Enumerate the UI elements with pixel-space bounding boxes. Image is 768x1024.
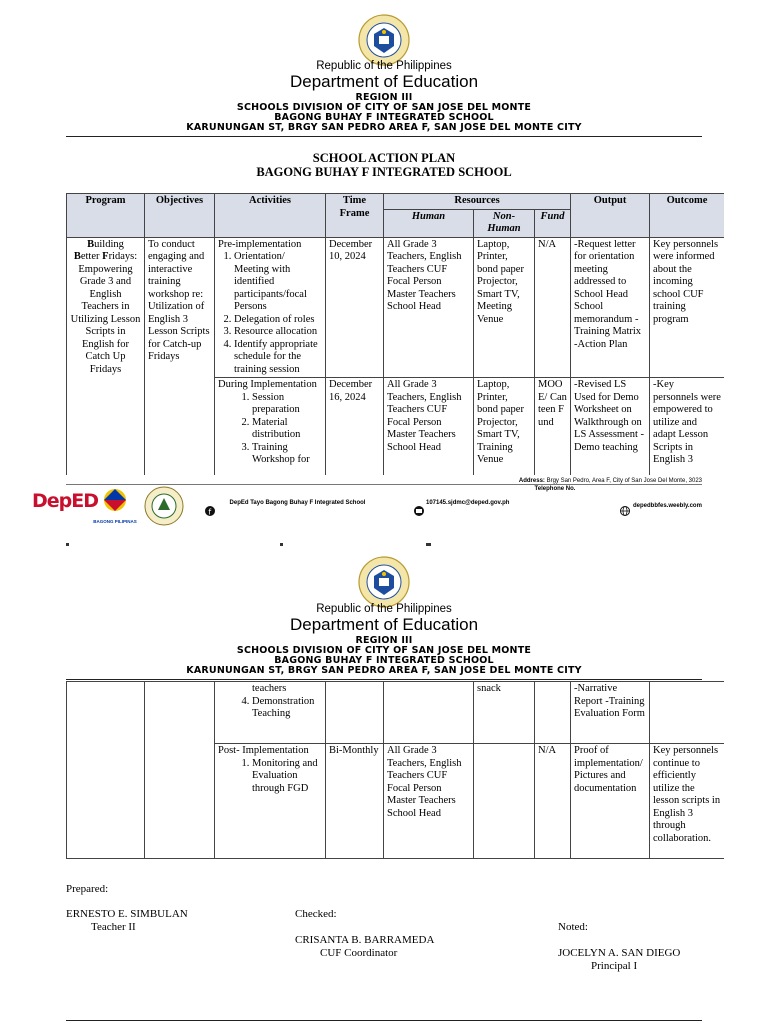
cell-fund-2: MOOE/ Canteen Fund bbox=[535, 378, 571, 476]
header-resources: Resources bbox=[384, 194, 571, 210]
cell-fund-cont bbox=[535, 682, 571, 744]
division-line: SCHOOLS DIVISION OF CITY OF SAN JOSE DEL MONTE bbox=[236, 645, 532, 656]
school-line: BAGONG BUHAY F INTEGRATED SCHOOL bbox=[274, 655, 494, 666]
department-name: Department of Education bbox=[289, 615, 479, 634]
footer-rule bbox=[66, 484, 702, 485]
cell-outcome-1: Key personnels were informed about the incoming school CUF training program bbox=[650, 237, 724, 378]
school-line: BAGONG BUHAY F INTEGRATED SCHOOL bbox=[274, 112, 494, 123]
cell-activities-during: During Implementation 1. Session preparation 2. Material distribution 3. Training Workshop for bbox=[215, 378, 326, 476]
republic-line: Republic of the Philippines bbox=[316, 603, 452, 615]
checked-title: CUF Coordinator bbox=[320, 947, 398, 959]
page-break-mark bbox=[66, 543, 69, 546]
cell-time-3: Bi-Monthly bbox=[326, 744, 384, 859]
cell-outcome-cont bbox=[650, 682, 725, 744]
activity-item: 1. Orientation/ Meeting with identified participants/focal Persons bbox=[234, 251, 322, 314]
header-program: Program bbox=[67, 194, 145, 238]
cell-nonhuman-3 bbox=[474, 744, 535, 859]
deped-seal bbox=[358, 14, 410, 66]
republic-line: Republic of the Philippines bbox=[316, 60, 452, 72]
cell-objectives-cont bbox=[145, 682, 215, 859]
noted-label: Noted: bbox=[558, 921, 588, 933]
footer-email[interactable]: 107145.sjdmc@deped.gov.ph bbox=[426, 500, 510, 506]
doc-subtitle: BAGONG BUHAY F INTEGRATED SCHOOL bbox=[256, 165, 512, 179]
activity-item: 2. Delegation of roles bbox=[234, 314, 322, 327]
cell-time-cont bbox=[326, 682, 384, 744]
cell-output-3: Proof of implementation/ Pictures and documentation bbox=[571, 744, 650, 859]
noted-title: Principal I bbox=[591, 960, 638, 972]
cell-time-2: December 16, 2024 bbox=[326, 378, 384, 476]
cell-activities-cont: teachers 4. Demonstration Teaching bbox=[215, 682, 326, 744]
cell-human-2: All Grade 3 Teachers, English Teachers CUF Focal Person Master Teachers School Head bbox=[384, 378, 474, 476]
department-name: Department of Education bbox=[289, 72, 479, 91]
cell-human-1: All Grade 3 Teachers, English Teachers CUF Focal Person Master Teachers School Head bbox=[384, 237, 474, 378]
header-activities: Activities bbox=[215, 194, 326, 238]
cell-time-1: December 10, 2024 bbox=[326, 237, 384, 378]
checked-name: CRISANTA B. BARRAMEDA bbox=[295, 934, 435, 946]
bagong-pilipinas-logo: BAGONG PILIPINAS bbox=[92, 486, 138, 522]
cell-nonhuman-1: Laptop, Printer, bond paper Projector, Smart TV, Meeting Venue bbox=[474, 237, 535, 378]
header-fund: Fund bbox=[535, 209, 571, 237]
header-rule bbox=[66, 136, 702, 137]
activity-item: 1. Session preparation bbox=[252, 392, 322, 417]
cell-objectives: To conduct engaging and interactive training workshop re: Utilization of English 3 Lesson Scripts for Catch-up Fridays bbox=[145, 237, 215, 475]
page2-footer-rule bbox=[66, 1020, 702, 1021]
footer-address: Address: Brgy San Pedro, Area F, City of San Jose Del Monte, 3023 bbox=[518, 478, 702, 484]
header-output: Output bbox=[571, 194, 650, 238]
footer-facebook[interactable]: DepEd Tayo Bagong Buhay F Integrated School bbox=[229, 500, 366, 506]
footer-website[interactable]: depedbbfes.weebly.com bbox=[633, 503, 702, 509]
cell-nonhuman-cont: snack bbox=[474, 682, 535, 744]
action-plan-table-page2 bbox=[66, 681, 724, 861]
cell-outcome-2: -Key personnels were empowered to utilize and adapt Lesson Scripts in English 3 bbox=[650, 378, 724, 476]
activity-item: 2. Material distribution bbox=[252, 417, 322, 442]
cell-output-2: -Revised LS Used for Demo Worksheet on Walkthrough on LS Assessment -Demo teaching bbox=[571, 378, 650, 476]
cell-human-3: All Grade 3 Teachers, English Teachers CUF Focal Person Master Teachers School Head bbox=[384, 744, 474, 859]
deped-logo: DepED bbox=[32, 490, 99, 512]
division-line: SCHOOLS DIVISION OF CITY OF SAN JOSE DEL MONTE bbox=[236, 102, 532, 113]
address-line: KARUNUNGAN ST, BRGY SAN PEDRO AREA F, SAN JOSE DEL MONTE CITY bbox=[186, 122, 582, 133]
cell-program-cont bbox=[67, 682, 145, 859]
activity-item: 1. Monitoring and Evaluation through FGD bbox=[252, 758, 322, 796]
region-line: REGION III bbox=[355, 635, 413, 646]
school-seal bbox=[144, 486, 184, 526]
footer-telephone: Telephone No. bbox=[534, 486, 576, 492]
deped-seal bbox=[358, 556, 410, 608]
prepared-name: ERNESTO E. SIMBULAN bbox=[66, 908, 188, 920]
header-human: Human bbox=[384, 209, 474, 237]
cell-activities-post: Post- Implementation 1. Monitoring and Evaluation through FGD bbox=[215, 744, 326, 859]
header-non-human: Non-Human bbox=[474, 209, 535, 237]
activity-item: 4. Identify appropriate schedule for the training session bbox=[234, 339, 322, 377]
page-break-mark bbox=[426, 543, 431, 546]
prepared-title: Teacher II bbox=[91, 921, 136, 933]
cell-nonhuman-2: Laptop, Printer, bond paper Projector, Smart TV, Training Venue bbox=[474, 378, 535, 476]
activity-item: 3. Resource allocation bbox=[234, 326, 322, 339]
action-plan-table-page1 bbox=[66, 193, 724, 475]
cell-output-1: -Request letter for orientation meeting addressed to School Head School memorandum -Training Matrix -Action Plan bbox=[571, 237, 650, 378]
cell-fund-3: N/A bbox=[535, 744, 571, 859]
checked-label: Checked: bbox=[295, 908, 337, 920]
activity-item: 4. Demonstration Teaching bbox=[252, 696, 322, 721]
cell-fund-1: N/A bbox=[535, 237, 571, 378]
prepared-label: Prepared: bbox=[66, 883, 109, 895]
cell-human-cont bbox=[384, 682, 474, 744]
page-break-mark bbox=[280, 543, 283, 546]
noted-name: JOCELYN A. SAN DIEGO bbox=[558, 947, 681, 959]
header-rule bbox=[66, 679, 702, 680]
address-line: KARUNUNGAN ST, BRGY SAN PEDRO AREA F, SAN JOSE DEL MONTE CITY bbox=[186, 665, 582, 676]
header-outcome: Outcome bbox=[650, 194, 724, 238]
header-objectives: Objectives bbox=[145, 194, 215, 238]
cell-outcome-3: Key personnels continue to efficiently utilize the lesson scripts in English 3 through collaboration. bbox=[650, 744, 725, 859]
doc-title: SCHOOL ACTION PLAN bbox=[312, 151, 456, 165]
cell-activities-pre: Pre-implementation 1. Orientation/ Meeting with identified participants/focal Persons 2. Delegation of roles 3. Resource allocation 4. Identify appropriate schedule for the training session bbox=[215, 237, 326, 378]
activity-item: 3. Training Workshop for bbox=[252, 442, 322, 467]
globe-icon bbox=[620, 503, 630, 513]
svg-text:f: f bbox=[208, 507, 212, 516]
cell-program: Building Better Fridays: Empowering Grade 3 and English Teachers in Utilizing Lesson Scripts in English for Catch Up Fridays bbox=[67, 237, 145, 475]
region-line: REGION III bbox=[355, 92, 413, 103]
email-icon bbox=[414, 503, 424, 513]
header-time-frame: Time Frame bbox=[326, 194, 384, 238]
facebook-icon bbox=[205, 503, 215, 516]
cell-output-cont: -Narrative Report -Training Evaluation Form bbox=[571, 682, 650, 744]
